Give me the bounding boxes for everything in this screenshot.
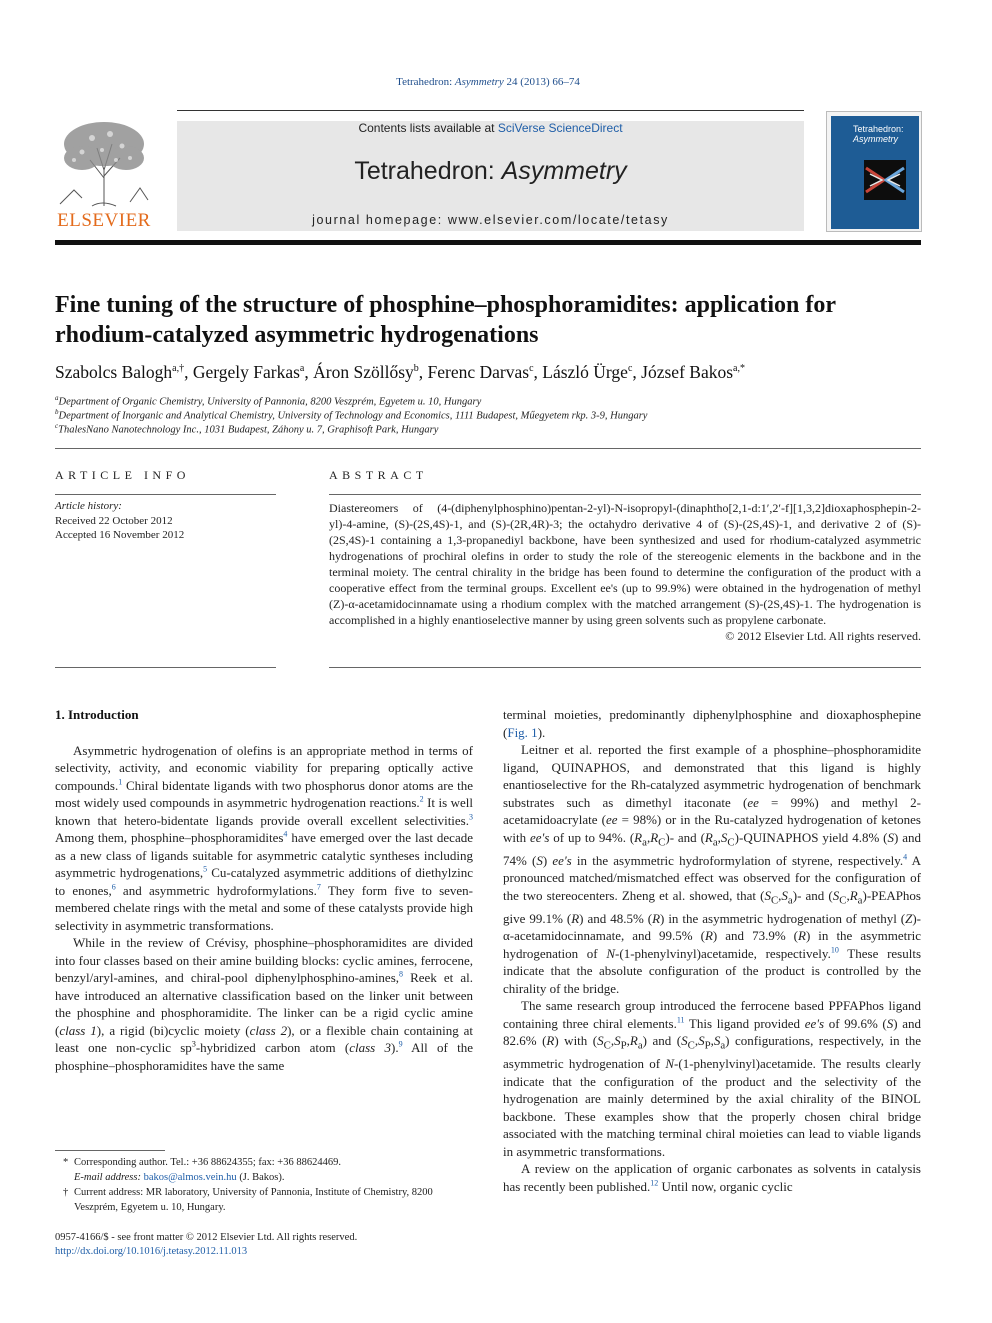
author[interactable] [542,362,632,382]
author[interactable] [641,362,745,382]
footnote-current-address [55,1185,473,1215]
author-name: László Ürge [542,362,628,382]
abstract-body [329,500,921,644]
issn-line: 0957-4166/$ - see front matter © 2012 Elsevier Ltd. All rights reserved. [55,1232,358,1243]
ref[interactable]: 11 [676,1015,685,1025]
article-info-heading: ARTICLE INFO [55,468,190,482]
body-paragraph: A review on the application of organic carbonates as solvents in catalysis has recently been published.$^{12}$ Until now, organic cyclic [503,1161,921,1194]
journal-name-main: Tetrahedron: [354,157,502,185]
author[interactable] [193,362,305,382]
affiliation-mark: b [55,408,59,416]
body-column-right [503,706,921,1195]
header-rule [177,110,804,111]
abstract-bottom-rule [329,667,921,668]
elsevier-tree-icon [52,118,156,208]
sciencedirect-link[interactable]: SciVerse ScienceDirect [497,121,623,135]
current-address-text: Current address: MR laboratory, University of Pannonia, Institute of Chemistry, 8200 Veszprém, Egyetem u. 10, Hungary. [74,1187,433,1213]
ref[interactable]: 10 [830,945,839,955]
ref[interactable]: 1 [118,777,123,787]
ref[interactable]: 6 [111,882,116,892]
cover-title-italic: Asymmetry [853,134,898,144]
author[interactable] [55,362,184,382]
article-title: Fine tuning of the structure of phosphine–phosphoramidites: application for rhodium-catalyzed asymmetric hydrogenations [55,292,836,348]
ref[interactable]: 8 [399,969,404,979]
author-affil-mark: b [413,363,419,375]
footnote-email [55,1170,473,1185]
author-name: Szabolcs Balogh [55,362,173,382]
author-name: Gergely Farkas [192,362,300,382]
citation-journal-italic: Asymmetry [454,76,504,88]
author[interactable] [313,362,419,382]
doi-link[interactable]: http://dx.doi.org/10.1016/j.tetasy.2012.11.013 [55,1246,248,1257]
journal-cover[interactable] [826,111,922,232]
ref[interactable]: 4 [903,852,908,862]
ref[interactable]: 2 [419,794,424,804]
journal-citation[interactable] [0,76,976,88]
author-affil-mark: a [299,363,305,375]
article-info-rule [55,494,276,495]
footnotes [55,1155,473,1215]
cover-title-main: Tetrahedron: [853,124,904,134]
affiliation-text: Department of Inorganic and Analytical Chemistry, University of Technology and Economics, 1111 Budapest, Műegyetem rkp. 3-9, Hungary [58,410,648,422]
corresponding-text: Corresponding author. Tel.: +36 88624355; fax: +36 88624469. [74,1157,341,1168]
elsevier-logo[interactable] [52,118,156,232]
citation-journal: Tetrahedron: [396,76,455,88]
ref[interactable]: 7 [316,882,321,892]
masthead-rule [55,240,921,245]
accepted-date: Accepted 16 November 2012 [55,529,185,541]
email-label: E-mail address: [74,1172,144,1183]
article-info-bottom-rule [55,667,276,668]
article-history [55,499,184,543]
bottom-info [55,1231,357,1259]
author-name: Ferenc Darvas [427,362,530,382]
body-paragraph: Leitner et al. reported the first example of a phosphine–phosphoramidite ligand, QUINAPHOS, and demonstrated that this ligand is highly enantioselective for the Rh-catalyzed asymmetric hydrogenation of benchmark substrates such as dimethyl itaconate (ee = 99%) and methyl 2-acetamidoacrylate (ee = 98%) or in the Ru-catalyzed hydrogenation of ketones with ee's of up to 94%. $(R_a,R_C)-$ and $(R_a,S_C)$-QUINAPHOS yield 4.8% (S) and 74% (S) ee's in the asymmetric hydroformylation of styrene, respectively.$^4$ A pronounced matched/mismatched effect was observed for the configuration of the two stereocenters. Zheng et al. showed, that $(S_C,S_a)-$ and $(S_C,R_a)$-PEAPhos give 99.1% (R) and 48.5% (R) in the asymmetric hydrogenation of methyl (Z)-α-acetamidocinnamate, and 99.5% (R) and 73.9% (R) in the asymmetric hydrogenation of N-(1-phenylvinyl)acetamide, respectively.$^{10}$ These results indicate that the absolute configuration of the product is controlled by the chirality of the bridge. [503,742,922,996]
elsevier-wordmark: ELSEVIER [57,210,151,231]
journal-homepage-link[interactable]: journal homepage: www.elsevier.com/locate/tetasy [312,213,669,227]
affiliation-c [55,422,438,436]
contents-prefix: Contents lists available at [358,121,498,135]
ref[interactable]: 12 [650,1178,659,1188]
citation-volume: 24 (2013) 66–74 [503,76,580,88]
email-suffix: (J. Bakos). [236,1172,285,1183]
author-affil-mark: c [529,363,534,375]
cover-panel [831,116,919,229]
journal-masthead [177,121,804,231]
affiliation-b [55,408,647,422]
footnote-corresponding [55,1155,473,1170]
email-link[interactable]: bakos@almos.vein.hu [143,1172,237,1183]
body-column-left [55,706,473,1074]
author-affil-mark: c [627,363,633,375]
abstract-rule [329,494,921,495]
contents-line [177,121,804,135]
history-label: Article history: [55,500,122,512]
author-affil-mark: a,* [733,363,745,375]
figure-link[interactable]: Fig. 1 [507,724,538,740]
author-name: Áron Szöllősy [313,362,414,382]
affiliation-mark: a [55,394,59,402]
journal-name-italic: Asymmetry [501,157,627,185]
cover-art-icon [864,160,906,200]
cover-title [853,124,904,144]
author[interactable] [428,362,534,382]
introduction-heading: 1. Introduction [55,707,139,722]
body-paragraph: The same research group introduced the ferrocene based PPFAPhos ligand containing three chiral elements.$^{11}$ This ligand provided ee's of 99.6% (S) and 82.6% (R) with $(S_C,S_P,R_a)$ and $(S_C,S_P,S_a)$ configurations, respectively, in the asymmetric hydrogenation of N-(1-phenylvinyl)acetamide. The results clearly indicate that the configuration of the product and the selectivity of the hydrogenation are mainly determined by the axial chirality of the BINOL backbone. These examples show that the properly chosen chiral bridge associated with the matching terminal chiral moieties can lead to viable ligands in asymmetric transformations. [503,998,921,1159]
affiliation-rule [55,448,921,449]
ref[interactable]: 3 [469,812,473,822]
abstract-text: Diastereomers of (4-(diphenylphosphino)pentan-2-yl)-N-isopropyl-(dinaphtho[2,1-d:1′,2′-f][1,3,2]dioxaphosphepin-2-yl)-4-amine, (S)-(2S,4S)-1, and (S)-(2R,4R)-3; the octahydro derivative 4 of (S)-(2S,4S)-1, and derivative 2 of (S)-(2S,4S)-1 containing a 1,3-propanediyl backbone, have been synthesized and used for rhodium-catalyzed asymmetric hydrogenations of prochiral olefins in order to study the role of the stereogenic elements in the backbone and in the terminal moiety. The central chirality in the bridge has been found to determine the configuration of the product with a cooperative effect from the terminal groups. Excellent ee's (up to 99.9%) were obtained in the hydrogenation of methyl (Z)-α-acetamidocinnamate using a rhodium complex with the matched arrangement (S)-(2S,4S)-1. The hydrogenation is accomplished in a highly enantioselective manner by using green solvents such as propylene carbonate. [329,501,921,627]
affiliation-mark: c [55,422,59,430]
author-list: Szabolcs Balogh$^{a,\dagger}$, Gergely Farkas$^a$, Áron Szöllősy$^b$, Ferenc Darvas$^c$, László Ürge$^c$, József Bakos$^{a,*}$ [55,362,745,382]
cover-image [864,160,906,200]
body-paragraph: While in the review of Crévisy, phosphine–phosphoramidites are divided into four classes based on their amine building blocks: cyclic amines, ferrocene, benzyl/aryl-amines, and chiral-pool diphenylphosphino-amines,$^8$ Reek et al. have introduced an alternative classification based on the linker unit between the phosphine and phosphoramidite. The linker can be a rigid cyclic amine (class 1), a rigid (bi)cyclic moiety (class 2), or a flexible chain containing at least one non-cyclic $sp^3$-hybridized carbon atom (class 3).$^9$ All of the phosphine–phosphoramidites have the same [55,935,474,1073]
footnote-rule [55,1150,165,1151]
affiliation-text: Department of Organic Chemistry, University of Pannonia, 8200 Veszprém, Egyetem u. 10, Hungary [58,396,482,408]
ref[interactable]: 9 [398,1039,403,1049]
abstract-heading: ABSTRACT [329,468,428,482]
dagger-mark: † [63,1187,69,1198]
body-paragraph: Asymmetric hydrogenation of olefins is an appropriate method in terms of selectivity, activity, and economic viability for preparing optically active compounds.$^1$ Chiral bidentate ligands with two phosphorus donor atoms are the most widely used compounds in asymmetric hydrogenation reactions.$^2$ It is well known that hetero-bidentate ligands provide overall excellent selectivities.$^3$ Among them, phosphine–phosphoramidites$^4$ have emerged over the last decade as a new class of ligands suitable for asymmetric catalytic syntheses including asymmetric hydrogenations,$^5$ Cu-catalyzed asymmetric additions of diethylzinc to enones,$^6$ and asymmetric hydroformylations.$^7$ They form five to seven-membered chelate rings with the metal and some of these catalysts provide high selectivity in asymmetric transformations. [55,742,474,933]
ref[interactable]: 5 [203,864,208,874]
affiliation-a [55,394,481,408]
affiliation-text: ThalesNano Nanotechnology Inc., 1031 Budapest, Záhony u. 7, Graphisoft Park, Hungary [58,424,439,436]
journal-name [177,157,804,186]
asterisk-mark: * [63,1157,69,1168]
author-affil-mark: a,† [172,363,185,375]
body-paragraph: terminal moieties, predominantly diphenylphosphine and dioxaphosphepine (Fig. 1). [503,707,921,740]
ref[interactable]: 4 [283,829,288,839]
author-name: József Bakos [641,362,734,382]
received-date: Received 22 October 2012 [55,514,173,527]
abstract-copyright: © 2012 Elsevier Ltd. All rights reserved. [725,629,921,643]
